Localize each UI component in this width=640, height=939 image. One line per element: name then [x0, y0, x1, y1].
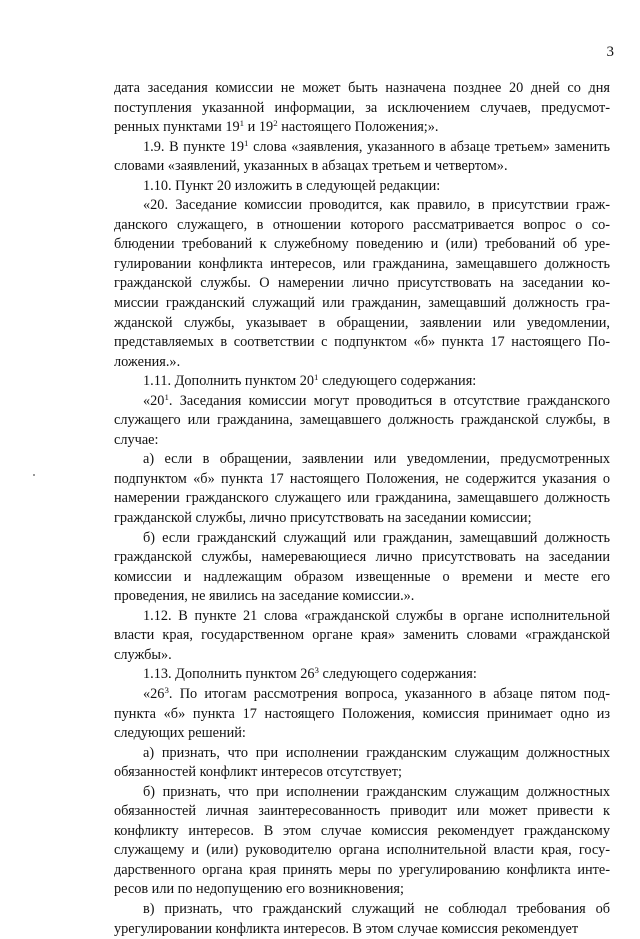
superscript: 2	[273, 118, 278, 129]
paragraph	[114, 138, 610, 177]
superscript: 1	[314, 372, 319, 383]
text-run: и 19	[244, 119, 274, 136]
paragraph	[114, 392, 610, 451]
text-run: следующего содержания:	[318, 373, 477, 390]
text-run: слова «заявления, указанного в абзаце третьем» заменить словами «заявлений, указанных в абзацах третьем и четвертом».	[114, 138, 610, 175]
text-run: а) если в обращении, заявлении или уведомлении, предусмотренных подпунктом «б» пункта 17 настоящего Положения, не содержится указания о намерении гражданского служащего или гражданина, замещавшего должность гражданской службы, лично присутствовать на заседании комиссии;	[114, 451, 610, 527]
document-body	[114, 79, 610, 939]
superscript: 1	[244, 137, 249, 148]
text-run: . Заседания комиссии могут проводиться в отсутствие гражданского служащего или гражданина, замещавшего должность гражданской службы, в случае:	[114, 392, 610, 448]
paragraph	[114, 783, 610, 900]
superscript: 3	[164, 685, 169, 696]
text-run: в) признать, что гражданский служащий не соблюдал требования об урегулировании конфликта интересов. В этом случае комиссия рекомендует	[114, 900, 610, 937]
text-run: 1.9. В пункте 19	[143, 138, 244, 155]
text-run: дата заседания комиссии не может быть назначена позднее 20 дней со дня поступления указанной информации, за исключением случаев, предусмотренных пунктами 19	[114, 80, 610, 136]
text-run: 1.11. Дополнить пунктом 20	[143, 373, 314, 390]
paragraph	[114, 450, 610, 528]
text-run: 1.10. Пункт 20 изложить в следующей редакции:	[143, 177, 441, 194]
paragraph	[114, 196, 610, 372]
paragraph	[114, 744, 610, 783]
text-run: следующего содержания:	[318, 666, 477, 683]
paragraph	[114, 529, 610, 607]
text-run: «20. Заседание комиссии проводится, как правило, в присутствии гражданского служащего, в отношении которого рассматривается вопрос о соблюдении требований к служебному поведению и (или) требований об урегулировании конфликта интересов, или гражданина, замещавшего должность гражданской службы. О намерении лично присутствовать на заседании комиссии гражданский служащий или гражданин, замещавший должность гражданской службы, указывает в обращении, заявлении или уведомлении, представляемых в соответствии с подпунктом «б» пункта 17 настоящего Положения.».	[114, 197, 610, 370]
superscript: 1	[239, 118, 245, 129]
paragraph	[114, 372, 610, 392]
paragraph	[114, 79, 610, 138]
margin-speck	[33, 474, 35, 476]
text-run: а) признать, что при исполнении гражданским служащим должностных обязанностей конфликт интересов отсутствует;	[114, 744, 610, 781]
superscript: 3	[314, 665, 319, 676]
paragraph	[114, 177, 610, 197]
text-run: б) если гражданский служащий или гражданин, замещавший должность гражданской службы, намеревающиеся лично присутствовать на заседании комиссии и надлежащим образом извещенные о времени и месте его проведения, не явились на заседание комиссии.».	[114, 529, 610, 605]
paragraph	[114, 685, 610, 744]
paragraph	[114, 900, 610, 939]
page-number: 3	[606, 44, 614, 60]
text-run: «20	[143, 392, 165, 409]
text-run: «26	[143, 685, 165, 702]
text-run: . По итогам рассмотрения вопроса, указанного в абзаце пятом подпункта «б» пункта 17 настоящего Положения, комиссия принимает одно из следующих решений:	[114, 685, 610, 742]
superscript: 1	[164, 391, 169, 402]
text-run: 1.13. Дополнить пунктом 26	[143, 666, 315, 683]
text-run: б) признать, что при исполнении гражданским служащим должностных обязанностей личная заинтересованность приводит или может привести к конфликту интересов. В этом случае комиссия рекомендует гражданскому служащему и (или) руководителю органа исполнительной власти края, государственного органа края принять меры по урегулированию конфликта интересов или по недопущению его возникновения;	[114, 783, 610, 898]
paragraph	[114, 607, 610, 666]
text-run: настоящего Положения;».	[277, 119, 439, 136]
text-run: 1.12. В пункте 21 слова «гражданской службы в органе исполнительной власти края, государственном органе края» заменить словами «гражданской службы».	[114, 607, 610, 663]
paragraph	[114, 665, 610, 685]
